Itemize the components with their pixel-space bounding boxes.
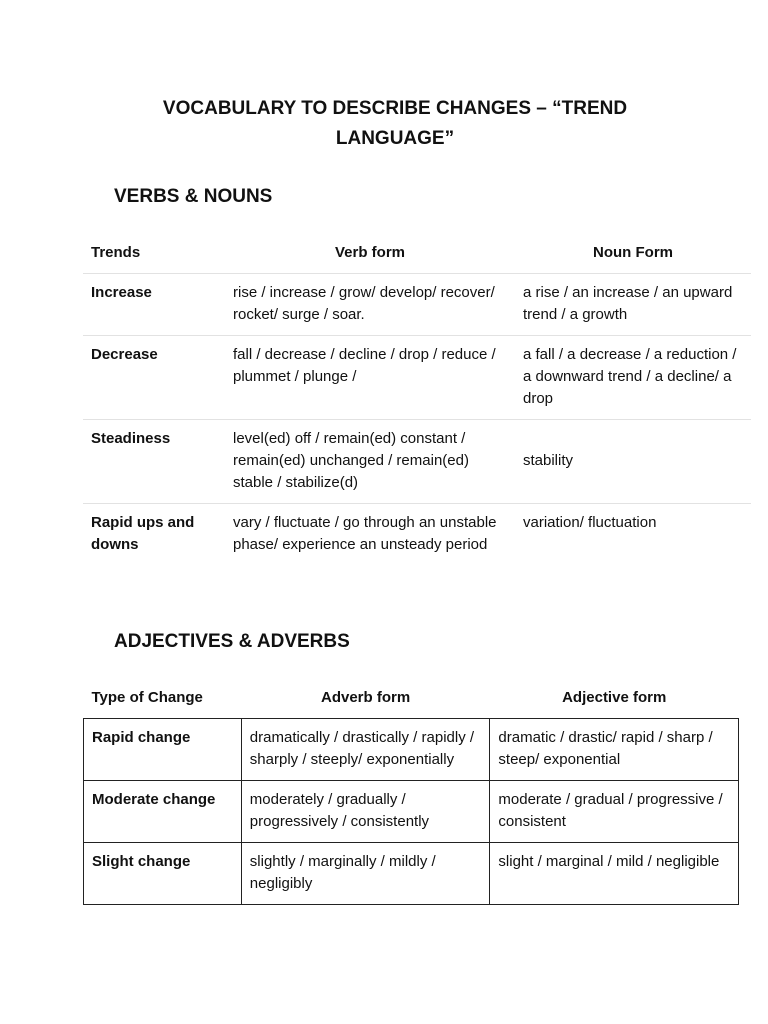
column-header-adverb-form: Adverb form [321,689,411,706]
verbs-nouns-table [83,236,751,565]
change-type-cell: Slight change [84,843,242,905]
adverb-cell: moderately / gradually / progressively / consistently [241,781,490,843]
column-header-trends: Trends [91,244,141,261]
column-header-adjective-form: Adjective form [562,689,667,706]
noun-cell: a rise / an increase / an upward trend / a growth [515,274,751,336]
column-header-noun-form: Noun Form [593,244,673,261]
adjectives-adverbs-table [83,681,739,905]
section-heading-verbs-nouns: VERBS & NOUNS [114,186,273,207]
table-row [84,719,739,781]
trend-cell: Rapid ups and downs [83,504,225,566]
table-row [83,420,751,504]
document-title: VOCABULARY TO DESCRIBE CHANGES – “TREND LANGUAGE” [162,98,628,149]
adverb-cell: slightly / marginally / mildly / negligibly [241,843,490,905]
trend-cell: Increase [83,274,225,336]
trend-cell: Decrease [83,336,225,420]
noun-cell: variation/ fluctuation [515,504,751,566]
adjective-cell: dramatic / drastic/ rapid / sharp / steep/ exponential [490,719,739,781]
noun-cell: stability [515,420,751,504]
verb-cell: level(ed) off / remain(ed) constant / remain(ed) unchanged / remain(ed) stable / stabilize(d) [225,420,515,504]
verb-cell: rise / increase / grow/ develop/ recover/ rocket/ surge / soar. [225,274,515,336]
verb-cell: fall / decrease / decline / drop / reduce / plummet / plunge / [225,336,515,420]
noun-cell: a fall / a decrease / a reduction / a downward trend / a decline/ a drop [515,336,751,420]
change-type-cell: Moderate change [84,781,242,843]
verb-cell: vary / fluctuate / go through an unstable phase/ experience an unsteady period [225,504,515,566]
table-row [83,274,751,336]
table-row [83,504,751,566]
table-row [83,336,751,420]
table-header-row [83,236,751,274]
table-row [84,843,739,905]
table-header-row [84,681,739,719]
column-header-type-of-change: Type of Change [91,689,203,706]
trend-cell: Steadiness [83,420,225,504]
table-row [84,781,739,843]
adverb-cell: dramatically / drastically / rapidly / sharply / steeply/ exponentially [241,719,490,781]
change-type-cell: Rapid change [84,719,242,781]
column-header-verb-form: Verb form [334,244,406,261]
adjective-cell: moderate / gradual / progressive / consistent [490,781,739,843]
adjective-cell: slight / marginal / mild / negligible [490,843,739,905]
section-heading-adjectives-adverbs: ADJECTIVES & ADVERBS [114,631,350,652]
